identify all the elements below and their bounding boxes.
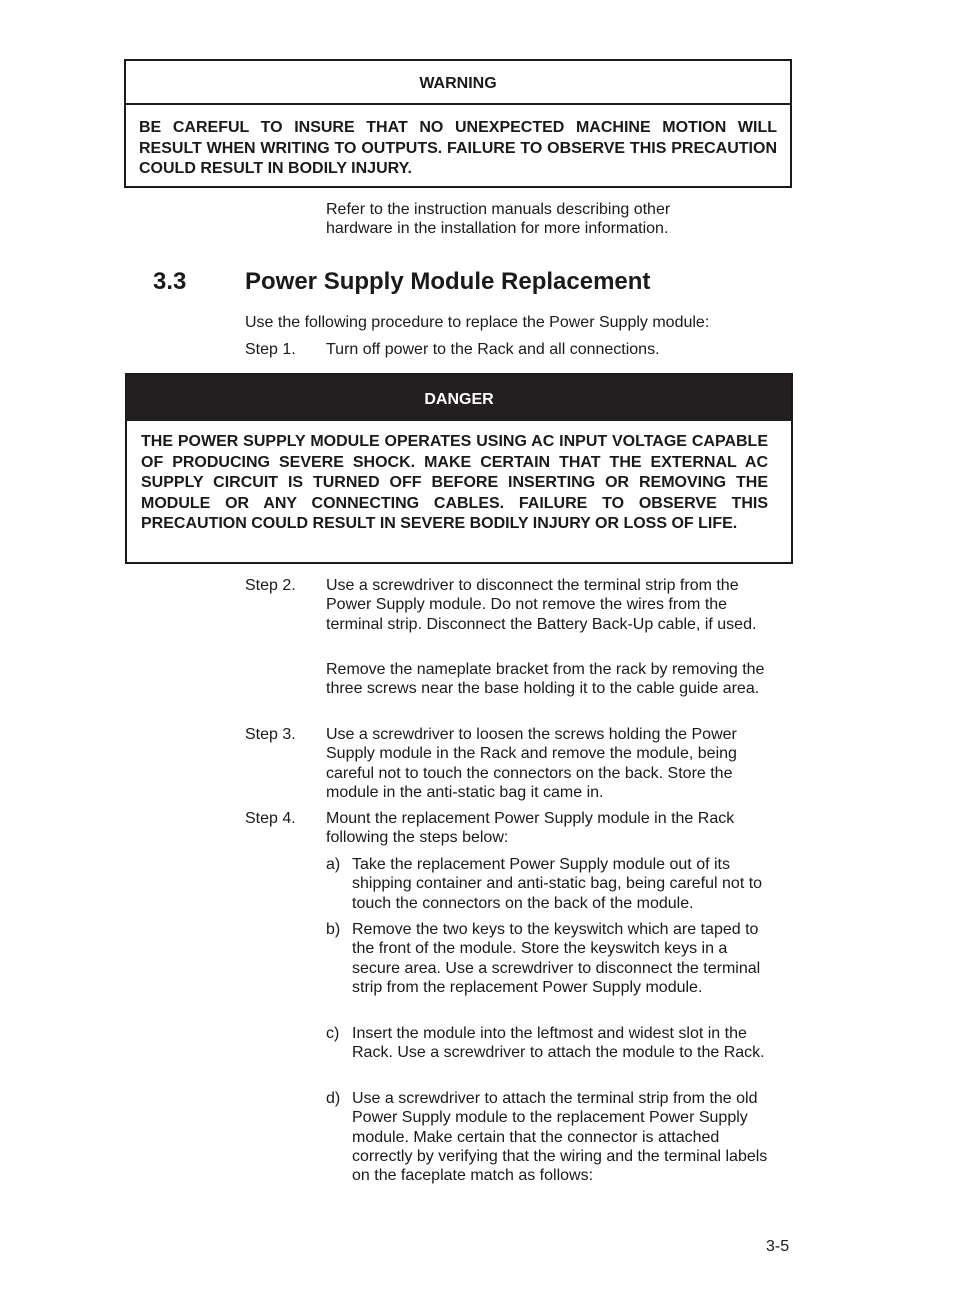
step3-text: Use a screwdriver to loosen the screws holding the Power Supply module in the Rack and remove the module, being careful not to touch the connectors on the back. Store the module in the anti-static bag it came in. <box>326 726 737 801</box>
warning-text: BE CAREFUL TO INSURE THAT NO UNEXPECTED MACHINE MOTION WILL RESULT WHEN WRITING TO OUTPUTS. FAILURE TO OBSERVE THIS PRECAUTION COULD RESULT IN BODILY INJURY. <box>139 119 777 177</box>
step4-item-d-text: Use a screwdriver to attach the terminal strip from the old Power Supply module to the replacement Power Supply module. Make certain that the connector is attached correctly by verifying that the wiring and the terminal labels on the faceplate match as follows: <box>352 1090 768 1185</box>
step4-text: Mount the replacement Power Supply module in the Rack following the steps below: <box>326 810 735 847</box>
step4-item-c-label: c) <box>326 1025 340 1042</box>
warning-box <box>124 59 792 188</box>
step2-label: Step 2. <box>245 577 296 594</box>
danger-text: THE POWER SUPPLY MODULE OPERATES USING AC INPUT VOLTAGE CAPABLE OF PRODUCING SEVERE SHOCK. MAKE CERTAIN THAT THE EXTERNAL AC SUPPLY CIRCUIT IS TURNED OFF BEFORE INSERTING OR REMOVING THE MODULE OR ANY CONNECTING CABLES. FAILURE TO OBSERVE THIS PRECAUTION COULD RESULT IN SEVERE BODILY INJURY OR LOSS OF LIFE. <box>141 433 768 532</box>
step1-label: Step 1. <box>245 341 296 358</box>
section-title: Power Supply Module Replacement <box>245 268 651 295</box>
danger-heading: DANGER <box>127 375 791 421</box>
step3-label: Step 3. <box>245 726 296 743</box>
page-number: 3-5 <box>766 1238 790 1255</box>
section-number: 3.3 <box>153 268 187 295</box>
danger-box <box>125 373 793 564</box>
step4-label: Step 4. <box>245 810 296 827</box>
step4-item-b-label: b) <box>326 921 341 938</box>
step4-item-a-text: Take the replacement Power Supply module out of its shipping container and anti-static bag, being careful not to touch the connectors on the back of the module. <box>352 856 763 912</box>
step4-item-c-text: Insert the module into the leftmost and widest slot in the Rack. Use a screwdriver to attach the module to the Rack. <box>352 1025 765 1062</box>
warning-heading: WARNING <box>126 61 790 105</box>
step4-item-d-label: d) <box>326 1090 341 1107</box>
step4-item-a-label: a) <box>326 856 341 873</box>
step1-text: Turn off power to the Rack and all connections. <box>326 341 660 358</box>
step4-item-b-text: Remove the two keys to the keyswitch which are taped to the front of the module. Store the keyswitch keys in a secure area. Use a screwdriver to disconnect the terminal strip from the replacement Power Supply module. <box>352 921 761 996</box>
step2-text2: Remove the nameplate bracket from the rack by removing the three screws near the base holding it to the cable guide area. <box>326 661 765 698</box>
procedure-intro: Use the following procedure to replace the Power Supply module: <box>245 314 710 331</box>
step2-text: Use a screwdriver to disconnect the terminal strip from the Power Supply module. Do not remove the wires from the terminal strip. Disconnect the Battery Back-Up cable, if used. <box>326 577 757 633</box>
refer-paragraph: Refer to the instruction manuals describing other hardware in the installation for more information. <box>326 201 671 238</box>
